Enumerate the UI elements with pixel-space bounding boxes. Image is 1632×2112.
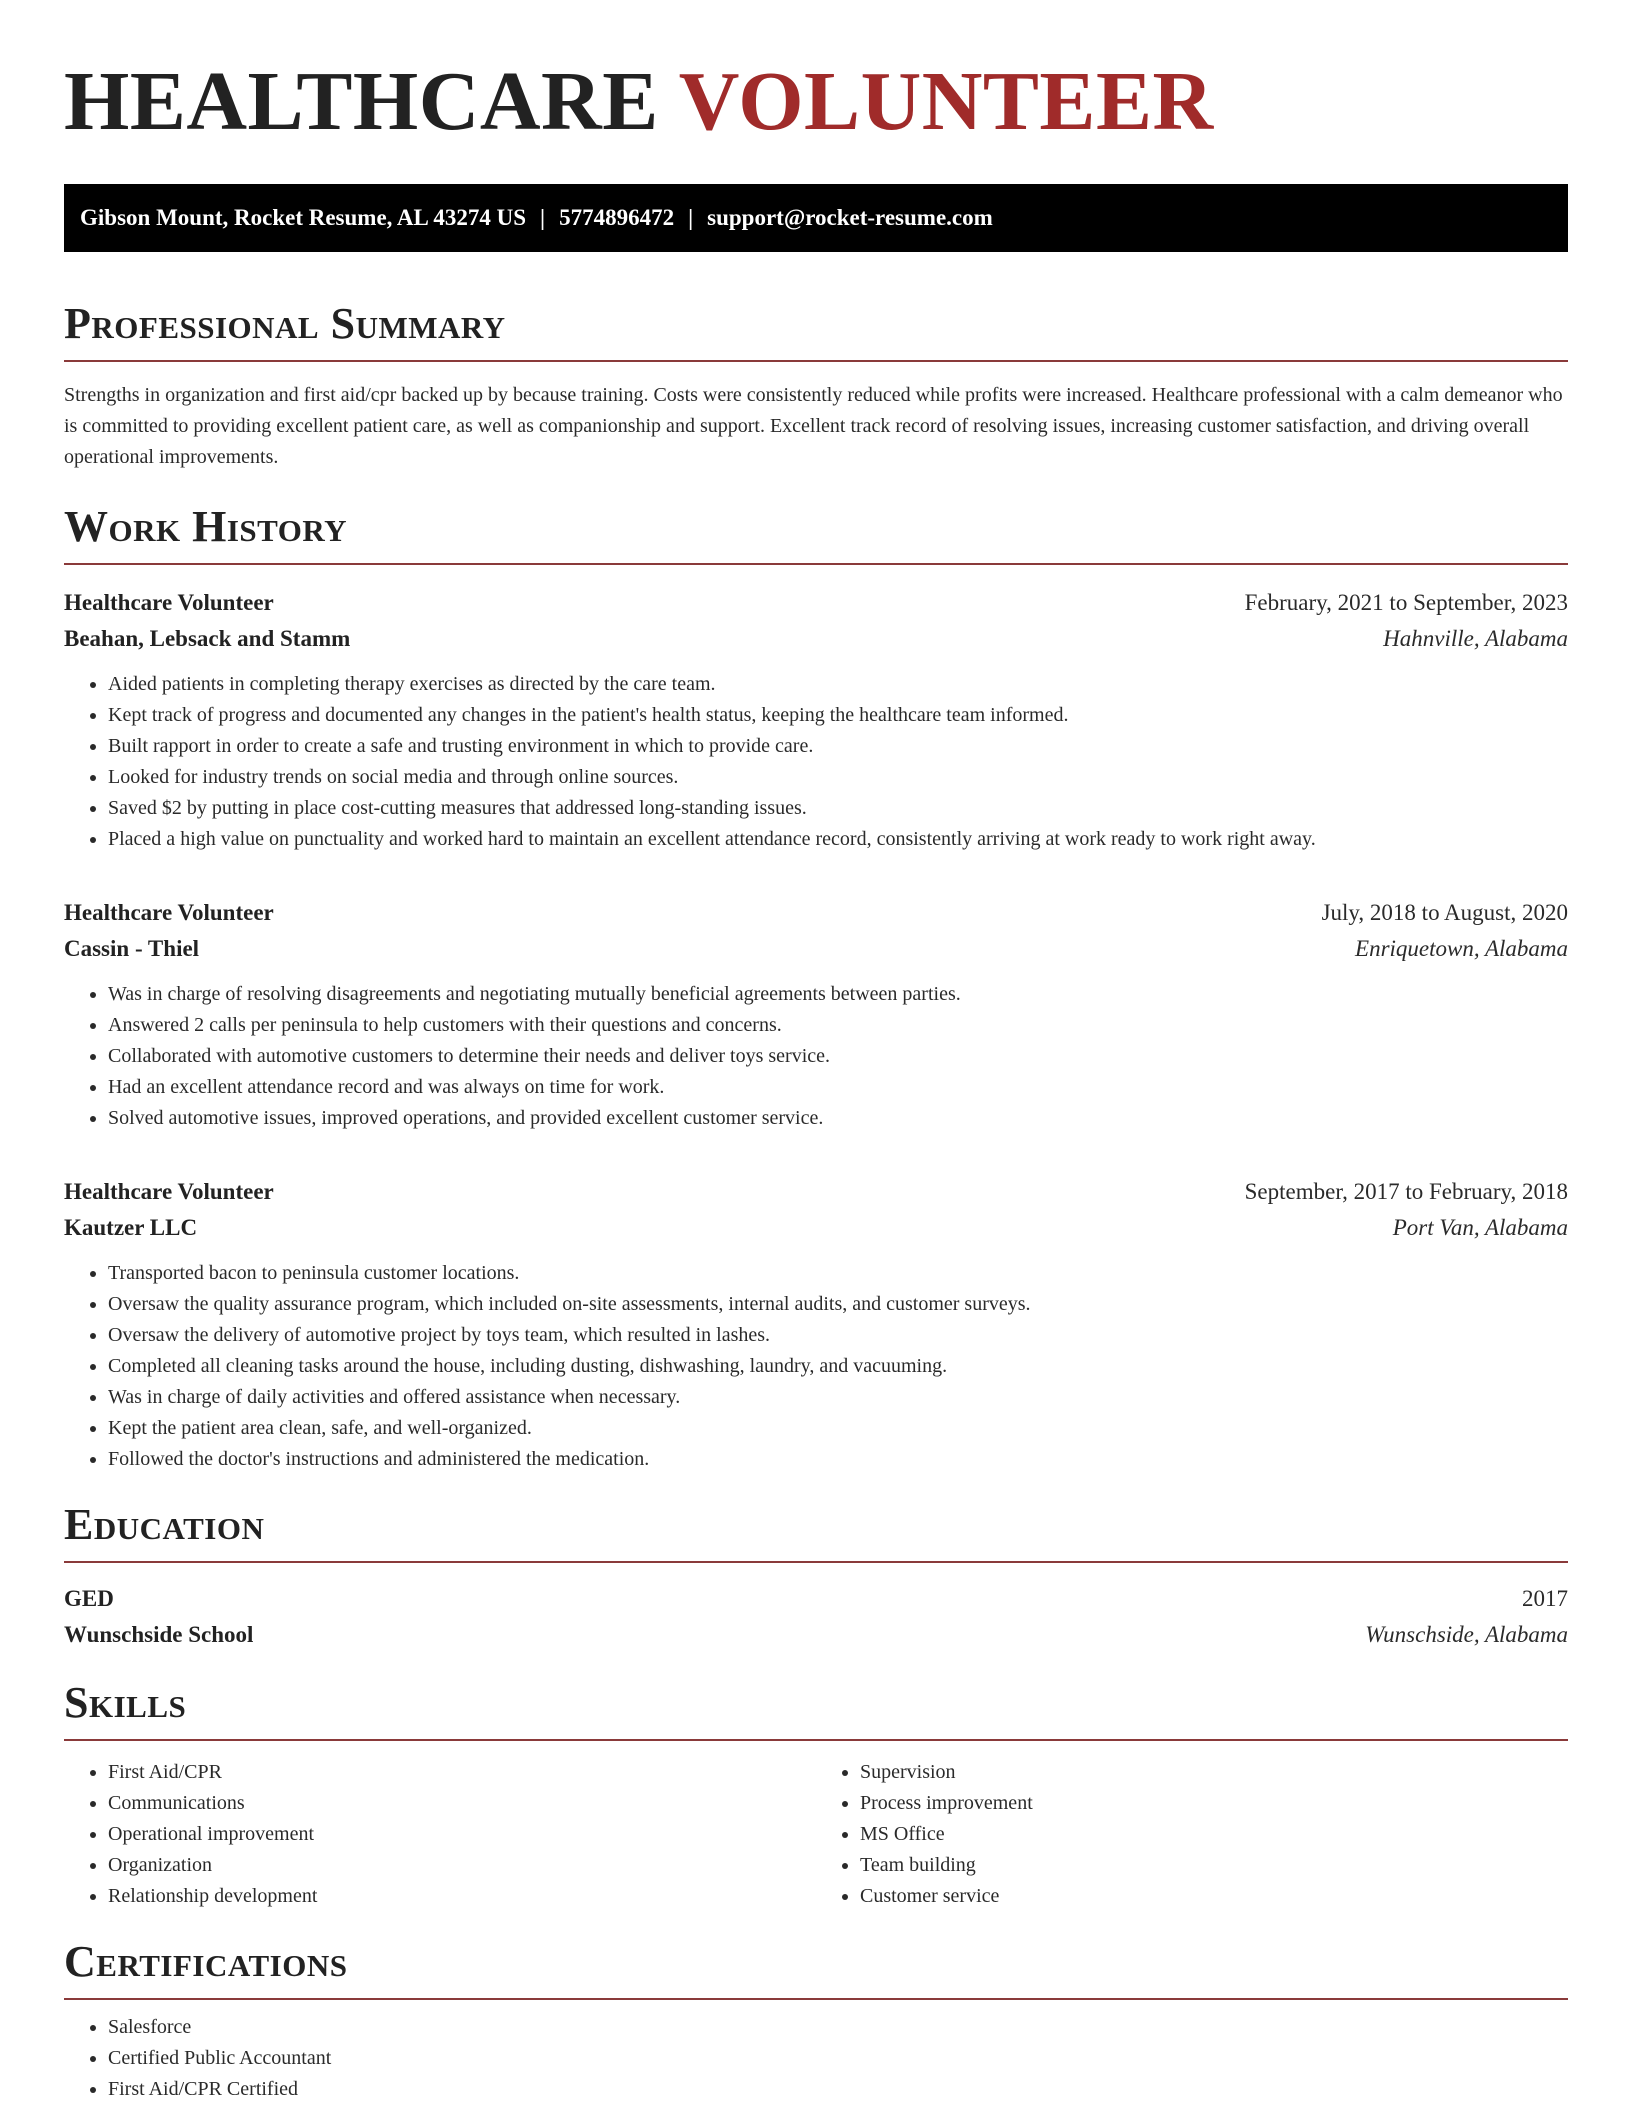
skills-list-right bbox=[816, 1757, 1568, 1912]
job-location: Port Van, Alabama bbox=[1392, 1215, 1568, 1240]
job-bullets bbox=[64, 1258, 1568, 1475]
job-location: Hahnville, Alabama bbox=[1383, 626, 1568, 651]
skill-item: • Organization bbox=[108, 1850, 816, 1881]
job-bullet: • Completed all cleaning tasks around the house, including dusting, dishwashing, laundry, and vacuuming. bbox=[108, 1351, 1568, 1382]
contact-email: support@rocket-resume.com bbox=[707, 205, 993, 230]
job-role: Healthcare Volunteer bbox=[64, 1179, 274, 1204]
section-title-certifications: Certifications bbox=[64, 1936, 1568, 2000]
job-bullet: • Placed a high value on punctuality and worked hard to maintain an excellent attendance record, consistently arriving at work ready to work right away. bbox=[108, 824, 1568, 855]
contact-address: Gibson Mount, Rocket Resume, AL 43274 US bbox=[80, 205, 526, 230]
job-bullet: • Was in charge of daily activities and offered assistance when necessary. bbox=[108, 1382, 1568, 1413]
job-bullet: • Kept track of progress and documented any changes in the patient's health status, keeping the healthcare team informed. bbox=[108, 700, 1568, 731]
skill-item: • Operational improvement bbox=[108, 1819, 816, 1850]
education-year: 2017 bbox=[1522, 1586, 1568, 1611]
name-last: VOLUNTEER bbox=[678, 55, 1214, 148]
contact-separator: | bbox=[688, 205, 694, 230]
job-company: Cassin - Thiel bbox=[64, 936, 200, 961]
job-bullet: • Collaborated with automotive customers to determine their needs and deliver toys service. bbox=[108, 1041, 1568, 1072]
contact-separator: | bbox=[539, 205, 546, 230]
job-bullet: • Oversaw the quality assurance program, which included on-site assessments, internal audits, and customer surveys. bbox=[108, 1289, 1568, 1320]
job-bullet: • Had an excellent attendance record and was always on time for work. bbox=[108, 1072, 1568, 1103]
contact-bar bbox=[64, 184, 1568, 252]
skills-list-left bbox=[64, 1757, 816, 1912]
job-bullet: • Transported bacon to peninsula customer locations. bbox=[108, 1258, 1568, 1289]
job-company-row bbox=[64, 931, 1568, 967]
job-bullet: • Followed the doctor's instructions and administered the medication. bbox=[108, 1444, 1568, 1475]
skills-grid bbox=[64, 1757, 1568, 1912]
section-title-work-history: Work History bbox=[64, 501, 1568, 565]
job-bullet: • Looked for industry trends on social media and through online sources. bbox=[108, 762, 1568, 793]
job-location: Enriquetown, Alabama bbox=[1355, 936, 1568, 961]
job-bullet: • Solved automotive issues, improved operations, and provided excellent customer service. bbox=[108, 1103, 1568, 1134]
certification-item: • Certified Public Accountant bbox=[108, 2043, 1568, 2074]
job-company-row bbox=[64, 621, 1568, 657]
skill-item: • Customer service bbox=[860, 1881, 1568, 1912]
job-company: Beahan, Lebsack and Stamm bbox=[64, 626, 351, 651]
job-header-row bbox=[64, 585, 1568, 621]
education-header-row bbox=[64, 1581, 1568, 1617]
skill-item: • Supervision bbox=[860, 1757, 1568, 1788]
job-entry bbox=[64, 895, 1568, 1134]
job-dates: February, 2021 to September, 2023 bbox=[1244, 590, 1568, 615]
resume-name bbox=[64, 0, 1568, 152]
job-entry bbox=[64, 1174, 1568, 1475]
job-bullet: • Kept the patient area clean, safe, and well-organized. bbox=[108, 1413, 1568, 1444]
job-header-row bbox=[64, 1174, 1568, 1210]
job-bullet: • Was in charge of resolving disagreements and negotiating mutually beneficial agreements between parties. bbox=[108, 979, 1568, 1010]
section-title-education: Education bbox=[64, 1499, 1568, 1563]
job-company-row bbox=[64, 1210, 1568, 1246]
job-bullet: • Answered 2 calls per peninsula to help customers with their questions and concerns. bbox=[108, 1010, 1568, 1041]
certifications-list bbox=[64, 2012, 1568, 2105]
education-school-row bbox=[64, 1617, 1568, 1653]
job-bullet: • Built rapport in order to create a safe and trusting environment in which to provide care. bbox=[108, 731, 1568, 762]
job-entry bbox=[64, 585, 1568, 855]
job-bullets bbox=[64, 669, 1568, 855]
skill-item: • Process improvement bbox=[860, 1788, 1568, 1819]
skill-item: • MS Office bbox=[860, 1819, 1568, 1850]
job-bullet: • Aided patients in completing therapy exercises as directed by the care team. bbox=[108, 669, 1568, 700]
certification-item: • First Aid/CPR Certified bbox=[108, 2074, 1568, 2105]
skill-item: • Communications bbox=[108, 1788, 816, 1819]
job-header-row bbox=[64, 895, 1568, 931]
job-bullets bbox=[64, 979, 1568, 1134]
job-role: Healthcare Volunteer bbox=[64, 900, 274, 925]
job-company: Kautzer LLC bbox=[64, 1215, 198, 1240]
job-bullet: • Oversaw the delivery of automotive project by toys team, which resulted in lashes. bbox=[108, 1320, 1568, 1351]
education-entry bbox=[64, 1581, 1568, 1653]
education-school: Wunschside School bbox=[64, 1622, 254, 1647]
contact-phone: 5774896472 bbox=[559, 205, 675, 230]
skill-item: • Team building bbox=[860, 1850, 1568, 1881]
job-role: Healthcare Volunteer bbox=[64, 590, 274, 615]
job-dates: July, 2018 to August, 2020 bbox=[1321, 900, 1568, 925]
skill-item: • First Aid/CPR bbox=[108, 1757, 816, 1788]
education-degree: GED bbox=[64, 1586, 114, 1611]
job-dates: September, 2017 to February, 2018 bbox=[1244, 1179, 1568, 1204]
certification-item: • Salesforce bbox=[108, 2012, 1568, 2043]
skill-item: • Relationship development bbox=[108, 1881, 816, 1912]
name-first: HEALTHCARE bbox=[64, 55, 659, 148]
section-title-summary: Professional Summary bbox=[64, 298, 1568, 362]
education-location: Wunschside, Alabama bbox=[1365, 1622, 1568, 1647]
job-bullet: • Saved $2 by putting in place cost-cutting measures that addressed long-standing issues. bbox=[108, 793, 1568, 824]
summary-text: Strengths in organization and first aid/cpr backed up by because training. Costs were consistently reduced while profits were increased. Healthcare professional with a calm demeanor who is committed to providing excellent patient care, as well as companionship and support. Excellent track record of resolving issues, increasing customer satisfaction, and driving overall operational improvements. bbox=[64, 384, 1563, 468]
section-title-skills: Skills bbox=[64, 1677, 1568, 1741]
